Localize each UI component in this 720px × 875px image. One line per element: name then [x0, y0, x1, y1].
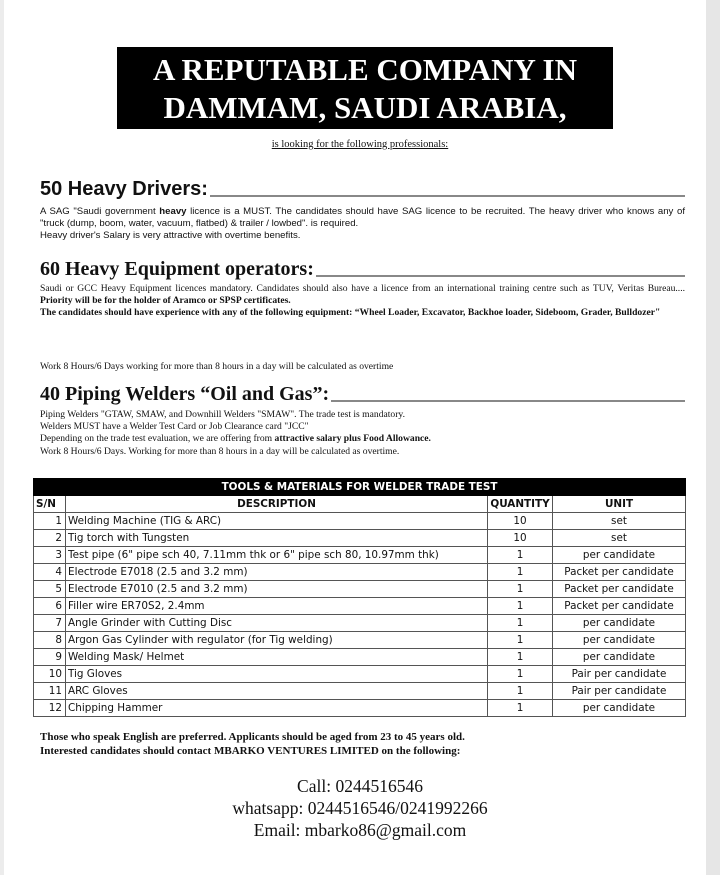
divider	[316, 275, 685, 277]
cell-quantity: 1	[488, 547, 553, 564]
table-row	[34, 530, 686, 547]
title-line: DAMMAM, SAUDI ARABIA,	[163, 90, 567, 125]
cell-description: Filler wire ER70S2, 2.4mm	[66, 598, 488, 615]
text: Work 8 Hours/6 Days. Working for more than 8 hours in a day will be calculated as overtime.	[40, 445, 400, 457]
table-row	[34, 547, 686, 564]
page-edge	[0, 0, 4, 875]
text: Saudi or GCC Heavy Equipment licences mandatory. Candidates should also have a licence from an international training centre such as TUV, Veritas Bureau....	[40, 283, 685, 294]
cell-unit: per candidate	[553, 649, 686, 666]
whatsapp: whatsapp: 0244516546/0241992266	[232, 798, 488, 818]
cell-quantity: 1	[488, 615, 553, 632]
heading-text: 60 Heavy Equipment operators:	[40, 258, 314, 280]
text: Those who speak English are preferred. Applicants should be aged from 23 to 45 years old.	[40, 731, 465, 743]
cell-sn: 5	[34, 581, 66, 598]
cell-sn: 4	[34, 564, 66, 581]
cell-unit: set	[553, 530, 686, 547]
text: The candidates should have experience with any of the following equipment: “Wheel Loader, Excavator, Backhoe loader, Sideboom, Grader, Bulldozer"	[40, 307, 661, 319]
cell-quantity: 1	[488, 564, 553, 581]
text: Heavy driver's Salary is very attractive with overtime benefits.	[40, 230, 301, 242]
cell-quantity: 1	[488, 649, 553, 666]
page-edge	[706, 0, 720, 875]
text: A SAG "Saudi government	[40, 206, 160, 217]
heading-text: 40 Piping Welders “Oil and Gas”:	[40, 383, 330, 405]
text: attractive salary plus Food Allowance.	[274, 433, 431, 445]
text: Welders MUST have a Welder Test Card or Job Clearance card "JCC"	[40, 421, 309, 433]
title-line: A REPUTABLE COMPANY IN	[153, 52, 577, 87]
cell-sn: 8	[34, 632, 66, 649]
table-caption: TOOLS & MATERIALS FOR WELDER TRADE TEST	[34, 479, 686, 496]
text: Piping Welders "GTAW, SMAW, and Downhill Welders "SMAW". The trade test is mandatory.	[40, 409, 405, 420]
table-row	[34, 581, 686, 598]
cell-sn: 6	[34, 598, 66, 615]
cell-sn: 1	[34, 513, 66, 530]
welders-text	[40, 409, 685, 458]
cell-sn: 2	[34, 530, 66, 547]
cell-unit: Packet per candidate	[553, 581, 686, 598]
cell-quantity: 1	[488, 666, 553, 683]
cell-quantity: 1	[488, 683, 553, 700]
table-row	[34, 683, 686, 700]
drivers-text	[40, 206, 685, 243]
cell-quantity: 10	[488, 513, 553, 530]
cell-description: Tig Gloves	[66, 666, 488, 683]
table-row	[34, 649, 686, 666]
cell-sn: 3	[34, 547, 66, 564]
footer-text	[40, 730, 465, 758]
cell-quantity: 10	[488, 530, 553, 547]
cell-unit: set	[553, 513, 686, 530]
operators-text	[40, 283, 685, 320]
cell-description: Electrode E7018 (2.5 and 3.2 mm)	[66, 564, 488, 581]
section-heading-operators	[40, 258, 685, 281]
heading-text: 50 Heavy Drivers:	[40, 178, 208, 200]
table-row	[34, 700, 686, 717]
cell-description: Angle Grinder with Cutting Disc	[66, 615, 488, 632]
contact-info	[0, 775, 720, 841]
cell-description: Welding Mask/ Helmet	[66, 649, 488, 666]
cell-sn: 9	[34, 649, 66, 666]
text: licence is a MUST. The candidates should have SAG licence to be recruited. The heavy driver who knows any of "truck (dump, boom, water, vacuum, flatbed) & trailer / lowbed". is required.	[40, 206, 685, 230]
cell-description: Test pipe (6" pipe sch 40, 7.11mm thk or 6" pipe sch 80, 10.97mm thk)	[66, 547, 488, 564]
email: Email: mbarko86@gmail.com	[253, 820, 467, 840]
cell-quantity: 1	[488, 700, 553, 717]
cell-unit: Packet per candidate	[553, 598, 686, 615]
cell-unit: per candidate	[553, 632, 686, 649]
cell-unit: Pair per candidate	[553, 666, 686, 683]
tools-table	[33, 478, 686, 717]
section-heading-welders	[40, 383, 685, 406]
text: Interested candidates should contact MBARKO VENTURES LIMITED on the following:	[40, 745, 461, 757]
text: Priority will be for the holder of Aramco or SPSP certificates.	[40, 295, 291, 307]
table-row	[34, 513, 686, 530]
text: Depending on the trade test evaluation, we are offering from	[40, 433, 275, 445]
cell-unit: per candidate	[553, 547, 686, 564]
cell-unit: Packet per candidate	[553, 564, 686, 581]
column-header: S/N	[34, 496, 66, 513]
cell-quantity: 1	[488, 632, 553, 649]
operators-hours: Work 8 Hours/6 Days working for more than 8 hours in a day will be calculated as overtime	[40, 361, 394, 372]
table-row	[34, 615, 686, 632]
page-title	[117, 47, 613, 129]
column-header: QUANTITY	[488, 496, 553, 513]
cell-unit: per candidate	[553, 615, 686, 632]
cell-description: ARC Gloves	[66, 683, 488, 700]
divider	[331, 400, 685, 402]
text: heavy	[159, 206, 187, 217]
cell-unit: Pair per candidate	[553, 683, 686, 700]
cell-description: Chipping Hammer	[66, 700, 488, 717]
cell-description: Electrode E7010 (2.5 and 3.2 mm)	[66, 581, 488, 598]
cell-sn: 11	[34, 683, 66, 700]
phone: Call: 0244516546	[297, 776, 423, 796]
table-row	[34, 598, 686, 615]
cell-quantity: 1	[488, 598, 553, 615]
column-header: DESCRIPTION	[66, 496, 488, 513]
table-row	[34, 632, 686, 649]
cell-unit: per candidate	[553, 700, 686, 717]
table-row	[34, 666, 686, 683]
table-row	[34, 564, 686, 581]
cell-sn: 12	[34, 700, 66, 717]
cell-description: Argon Gas Cylinder with regulator (for Tig welding)	[66, 632, 488, 649]
section-heading-drivers	[40, 178, 685, 201]
cell-description: Welding Machine (TIG & ARC)	[66, 513, 488, 530]
cell-sn: 10	[34, 666, 66, 683]
cell-quantity: 1	[488, 581, 553, 598]
column-header: UNIT	[553, 496, 686, 513]
divider	[210, 195, 685, 197]
cell-sn: 7	[34, 615, 66, 632]
subtitle: is looking for the following professionals:	[271, 139, 449, 150]
cell-description: Tig torch with Tungsten	[66, 530, 488, 547]
